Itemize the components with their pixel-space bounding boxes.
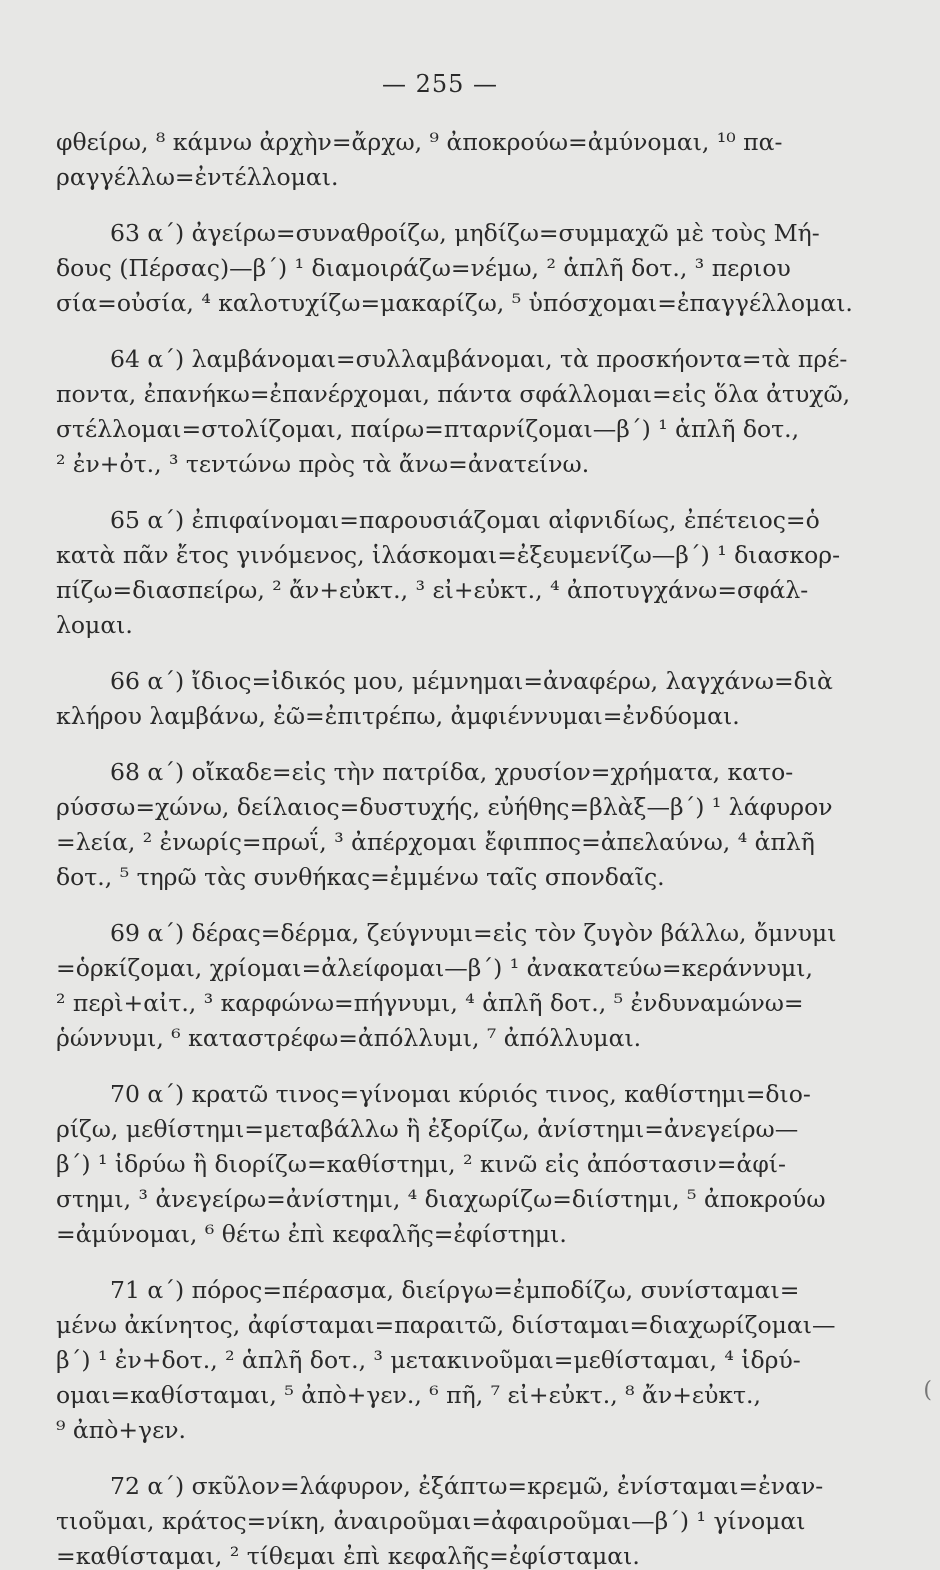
text-line: ² ἐν+ὀτ., ³ τεντώνω πρὸς τὰ ἄνω=ἀνατείνω.: [56, 450, 590, 478]
text-line: ρίζω, μεθίστημι=μεταβάλλω ἢ ἐξορίζω, ἀνίστημι=ἀνεγείρω—: [56, 1115, 799, 1143]
text-line: κατὰ πᾶν ἔτος γινόμενος, ἱλάσκομαι=ἐξευμενίζω—β΄) ¹ διασκορ-: [56, 541, 841, 569]
text-line: =ἀμύνομαι, ⁶ θέτω ἐπὶ κεφαλῆς=ἐφίστημι.: [56, 1220, 567, 1248]
text-line: λομαι.: [56, 611, 133, 639]
text-line: β΄) ¹ ἐν+δοτ., ² ἁπλῆ δοτ., ³ μετακινοῦμαι=μεθίσταμαι, ⁴ ἱδρύ-: [56, 1346, 801, 1374]
text-line: στημι, ³ ἀνεγείρω=ἀνίστημι, ⁴ διαχωρίζω=διίστημι, ⁵ ἀποκρούω: [56, 1185, 826, 1213]
text-line: ² περὶ+αἰτ., ³ καρφώνω=πήγνυμι, ⁴ ἁπλῆ δοτ., ⁵ ἐνδυναμώνω=: [56, 989, 804, 1017]
text-line: 66 α΄) ἴδιος=ἰδικός μου, μέμνημαι=ἀναφέρω, λαγχάνω=διὰ: [110, 667, 833, 695]
text-line: ομαι=καθίσταμαι, ⁵ ἀπὸ+γεν., ⁶ πῆ, ⁷ εἰ+εὐκτ., ⁸ ἄν+εὐκτ.,: [56, 1381, 761, 1409]
text-line: 64 α΄) λαμβάνομαι=συλλαμβάνομαι, τὰ προσκήοντα=τὰ πρέ-: [110, 345, 848, 373]
page-edge-mark: (: [923, 1378, 932, 1403]
text-line: φθείρω, ⁸ κάμνω ἀρχὴν=ἄρχω, ⁹ ἀποκρούω=ἀμύνομαι, ¹⁰ πα-: [56, 128, 783, 156]
text-line: κλήρου λαμβάνω, ἐῶ=ἐπιτρέπω, ἀμφιέννυμαι=ἐνδύομαι.: [56, 702, 740, 730]
text-line: τιοῦμαι, κράτος=νίκη, ἀναιροῦμαι=ἀφαιροῦμαι—β΄) ¹ γίνομαι: [56, 1507, 806, 1535]
text-line: =ὁρκίζομαι, χρίομαι=ἀλείφομαι—β΄) ¹ ἀνακατεύω=κεράννυμι,: [56, 954, 813, 982]
text-line: ρύσσω=χώνω, δείλαιος=δυστυχής, εὐήθης=βλὰξ—β΄) ¹ λάφυρον: [56, 793, 833, 821]
page-number: — 255 —: [381, 70, 499, 98]
text-line: =λεία, ² ἐνωρίς=πρωΐ, ³ ἀπέρχομαι ἔφιππος=ἀπελαύνω, ⁴ ἁπλῆ: [56, 828, 815, 856]
text-line: στέλλομαι=στολίζομαι, παίρω=πταρνίζομαι—β΄) ¹ ἁπλῆ δοτ.,: [56, 415, 800, 443]
text-line: ῥώννυμι, ⁶ καταστρέφω=ἀπόλλυμι, ⁷ ἀπόλλυμαι.: [56, 1024, 642, 1052]
text-line: πίζω=διασπείρω, ² ἄν+εὐκτ., ³ εἰ+εὐκτ., ⁴ ἀποτυγχάνω=σφάλ-: [56, 576, 809, 604]
text-line: δους (Πέρσας)—β΄) ¹ διαμοιράζω=νέμω, ² ἁπλῆ δοτ., ³ περιου: [56, 254, 791, 282]
text-line: ⁹ ἀπὸ+γεν.: [56, 1416, 187, 1444]
text-line: σία=οὐσία, ⁴ καλοτυχίζω=μακαρίζω, ⁵ ὑπόσχομαι=ἐπαγγέλλομαι.: [56, 289, 853, 317]
text-line: μένω ἀκίνητος, ἀφίσταμαι=παραιτῶ, διίσταμαι=διαχωρίζομαι—: [56, 1311, 836, 1339]
text-line: 68 α΄) οἴκαδε=εἰς τὴν πατρίδα, χρυσίον=χρήματα, κατο-: [110, 758, 794, 786]
text-line: 69 α΄) δέρας=δέρμα, ζεύγνυμι=εἰς τὸν ζυγὸν βάλλω, ὄμνυμι: [110, 919, 837, 947]
text-line: δοτ., ⁵ τηρῶ τὰς συνθήκας=ἐμμένω ταῖς σπονδαῖς.: [56, 863, 665, 891]
text-line: β΄) ¹ ἱδρύω ἢ διορίζω=καθίστημι, ² κινῶ εἰς ἀπόστασιν=ἀφί-: [56, 1150, 786, 1178]
text-line: 65 α΄) ἐπιφαίνομαι=παρουσιάζομαι αἰφνιδίως, ἐπέτειος=ὁ: [110, 506, 820, 534]
text-line: ποντα, ἐπανήκω=ἐπανέρχομαι, πάντα σφάλλομαι=εἰς ὅλα ἀτυχῶ,: [56, 380, 851, 408]
text-line: =καθίσταμαι, ² τίθεμαι ἐπὶ κεφαλῆς=ἐφίσταμαι.: [56, 1542, 640, 1570]
text-line: 71 α΄) πόρος=πέρασμα, διείργω=ἐμποδίζω, συνίσταμαι=: [110, 1276, 800, 1304]
text-line: 70 α΄) κρατῶ τινος=γίνομαι κύριός τινος, καθίστημι=διο-: [110, 1080, 811, 1108]
text-line: 63 α΄) ἀγείρω=συναθροίζω, μηδίζω=συμμαχῶ μὲ τοὺς Μή-: [110, 219, 820, 247]
text-line: ραγγέλλω=ἐντέλλομαι.: [56, 163, 339, 191]
text-line: 72 α΄) σκῦλον=λάφυρον, ἐξάπτω=κρεμῶ, ἐνίσταμαι=ἐναν-: [110, 1472, 824, 1500]
